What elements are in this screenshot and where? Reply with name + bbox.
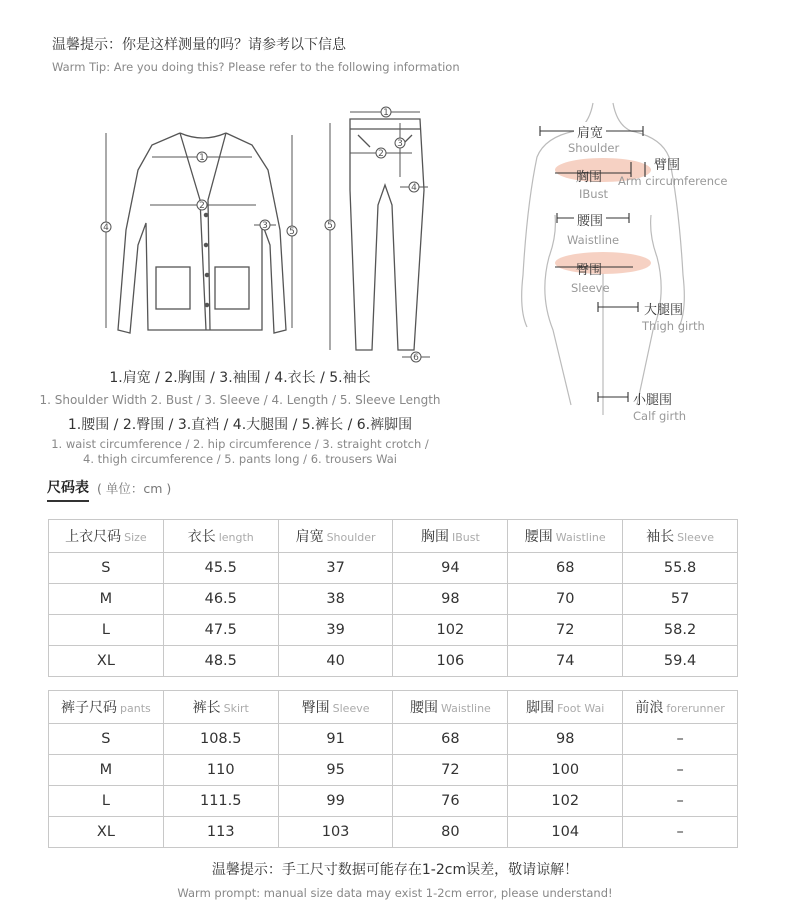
table-cell: 111.5 bbox=[163, 786, 278, 817]
table-cell: 99 bbox=[278, 786, 393, 817]
table-cell: – bbox=[623, 817, 738, 848]
table-cell: 76 bbox=[393, 786, 508, 817]
pants-size-table bbox=[48, 690, 738, 848]
table-cell: 59.4 bbox=[623, 646, 738, 677]
body-label-bust-en: IBust bbox=[579, 187, 609, 201]
header-cell: 臀围 Sleeve bbox=[278, 691, 393, 724]
table-header-row bbox=[49, 520, 738, 553]
table-cell: 72 bbox=[393, 755, 508, 786]
table-cell: 94 bbox=[393, 553, 508, 584]
table-cell: 68 bbox=[508, 553, 623, 584]
header-cell: 腰围 Waistline bbox=[508, 520, 623, 553]
garment-sketch bbox=[0, 95, 480, 365]
table-row bbox=[49, 755, 738, 786]
table-cell: 80 bbox=[393, 817, 508, 848]
table-cell: 91 bbox=[278, 724, 393, 755]
table-cell: 74 bbox=[508, 646, 623, 677]
table-cell: XL bbox=[49, 646, 164, 677]
table-cell: 48.5 bbox=[163, 646, 278, 677]
warm-tip-cn: 温馨提示：你是这样测量的吗？请参考以下信息 bbox=[52, 37, 346, 53]
table-header-row bbox=[49, 691, 738, 724]
marker-2-top: 2 bbox=[199, 201, 205, 211]
table-cell: 70 bbox=[508, 584, 623, 615]
table-row bbox=[49, 584, 738, 615]
marker-4-top: 4 bbox=[103, 223, 109, 233]
table-row bbox=[49, 786, 738, 817]
table-cell: 46.5 bbox=[163, 584, 278, 615]
header-cell: 胸围 IBust bbox=[393, 520, 508, 553]
table-cell: 72 bbox=[508, 615, 623, 646]
top-size-table bbox=[48, 519, 738, 677]
table-cell: M bbox=[49, 584, 164, 615]
body-label-thigh: 大腿围 bbox=[644, 303, 684, 318]
header-cell: 腰围 Waistline bbox=[393, 691, 508, 724]
table-cell: 110 bbox=[163, 755, 278, 786]
body-label-arm-en: Arm circumference bbox=[618, 174, 728, 188]
header-cell: 前浪 forerunner bbox=[623, 691, 738, 724]
table-cell: 39 bbox=[278, 615, 393, 646]
table-cell: 45.5 bbox=[163, 553, 278, 584]
body-label-shoulder-en: Shoulder bbox=[568, 141, 620, 155]
table-row bbox=[49, 817, 738, 848]
top-caption-en: 1. Shoulder Width 2. Bust / 3. Sleeve / 4. Length / 5. Sleeve Length bbox=[39, 393, 441, 407]
body-label-calf: 小腿围 bbox=[633, 393, 673, 408]
table-cell: 47.5 bbox=[163, 615, 278, 646]
body-label-hip: 臀围 bbox=[576, 263, 603, 278]
table-cell: 100 bbox=[508, 755, 623, 786]
body-label-thigh-en: Thigh girth bbox=[642, 319, 705, 333]
pants-caption-en-1: 1. waist circumference / 2. hip circumference / 3. straight crotch / bbox=[51, 437, 429, 451]
table-cell: – bbox=[623, 786, 738, 817]
body-label-shoulder: 肩宽 bbox=[574, 122, 606, 141]
header-cell: 袖长 Sleeve bbox=[623, 520, 738, 553]
marker-1-pants: 1 bbox=[383, 108, 389, 118]
table-cell: 95 bbox=[278, 755, 393, 786]
table-cell: – bbox=[623, 755, 738, 786]
top-caption-cn: 1.肩宽 / 2.胸围 / 3.袖围 / 4.衣长 / 5.袖长 bbox=[109, 370, 371, 386]
marker-5-top: 5 bbox=[289, 227, 295, 237]
marker-5-pants: 5 bbox=[327, 221, 333, 231]
table-cell: 58.2 bbox=[623, 615, 738, 646]
hip-band bbox=[555, 252, 651, 274]
table-row bbox=[49, 724, 738, 755]
table-row bbox=[49, 553, 738, 584]
table-row bbox=[49, 646, 738, 677]
table-cell: 98 bbox=[508, 724, 623, 755]
table-cell: M bbox=[49, 755, 164, 786]
table-cell: S bbox=[49, 724, 164, 755]
table-cell: 102 bbox=[508, 786, 623, 817]
table-cell: 102 bbox=[393, 615, 508, 646]
header-cell: 裤长 Skirt bbox=[163, 691, 278, 724]
header-cell: 衣长 length bbox=[163, 520, 278, 553]
table-cell: L bbox=[49, 615, 164, 646]
table-cell: 38 bbox=[278, 584, 393, 615]
body-label-arm: 臂围 bbox=[654, 158, 681, 173]
table-cell: 106 bbox=[393, 646, 508, 677]
table-cell: S bbox=[49, 553, 164, 584]
marker-1-top: 1 bbox=[199, 153, 205, 163]
pants-outline bbox=[350, 119, 424, 350]
body-label-waist-en: Waistline bbox=[567, 233, 620, 247]
pants-caption-en-2: 4. thigh circumference / 5. pants long / 6. trousers Wai bbox=[83, 452, 397, 466]
size-chart-title: 尺码表 bbox=[47, 477, 89, 502]
size-chart-unit: ( 单位：cm ) bbox=[97, 481, 172, 496]
body-label-hip-en: Sleeve bbox=[571, 281, 610, 295]
warm-tip-en: Warm Tip: Are you doing this? Please refer to the following information bbox=[52, 60, 460, 74]
header-cell: 肩宽 Shoulder bbox=[278, 520, 393, 553]
table-cell: 68 bbox=[393, 724, 508, 755]
table-cell: 37 bbox=[278, 553, 393, 584]
pants-caption-cn: 1.腰围 / 2.臀围 / 3.直裆 / 4.大腿围 / 5.裤长 / 6.裤脚围 bbox=[67, 417, 413, 433]
marker-6-pants: 6 bbox=[413, 353, 419, 363]
table-cell: 103 bbox=[278, 817, 393, 848]
header-cell: 脚围 Foot Wai bbox=[508, 691, 623, 724]
table-cell: 40 bbox=[278, 646, 393, 677]
footer-note-en: Warm prompt: manual size data may exist 1-2cm error, please understand! bbox=[177, 886, 613, 900]
marker-3-pants: 3 bbox=[397, 139, 403, 149]
table-cell: 98 bbox=[393, 584, 508, 615]
table-cell: 113 bbox=[163, 817, 278, 848]
table-cell: 104 bbox=[508, 817, 623, 848]
table-cell: L bbox=[49, 786, 164, 817]
table-cell: 108.5 bbox=[163, 724, 278, 755]
table-cell: – bbox=[623, 724, 738, 755]
footer-note-cn: 温馨提示：手工尺寸数据可能存在1-2cm误差，敬请谅解！ bbox=[211, 862, 579, 878]
table-row bbox=[49, 615, 738, 646]
marker-4-pants: 4 bbox=[411, 183, 417, 193]
table-cell: 57 bbox=[623, 584, 738, 615]
header-cell: 上衣尺码 Size bbox=[49, 520, 164, 553]
table-cell: 55.8 bbox=[623, 553, 738, 584]
body-label-bust: 胸围 bbox=[576, 170, 603, 185]
marker-2-pants: 2 bbox=[378, 149, 384, 159]
marker-3-top: 3 bbox=[262, 221, 268, 231]
header-cell: 裤子尺码 pants bbox=[49, 691, 164, 724]
body-label-waist: 腰围 bbox=[574, 210, 606, 229]
body-label-calf-en: Calf girth bbox=[633, 409, 686, 423]
table-cell: XL bbox=[49, 817, 164, 848]
